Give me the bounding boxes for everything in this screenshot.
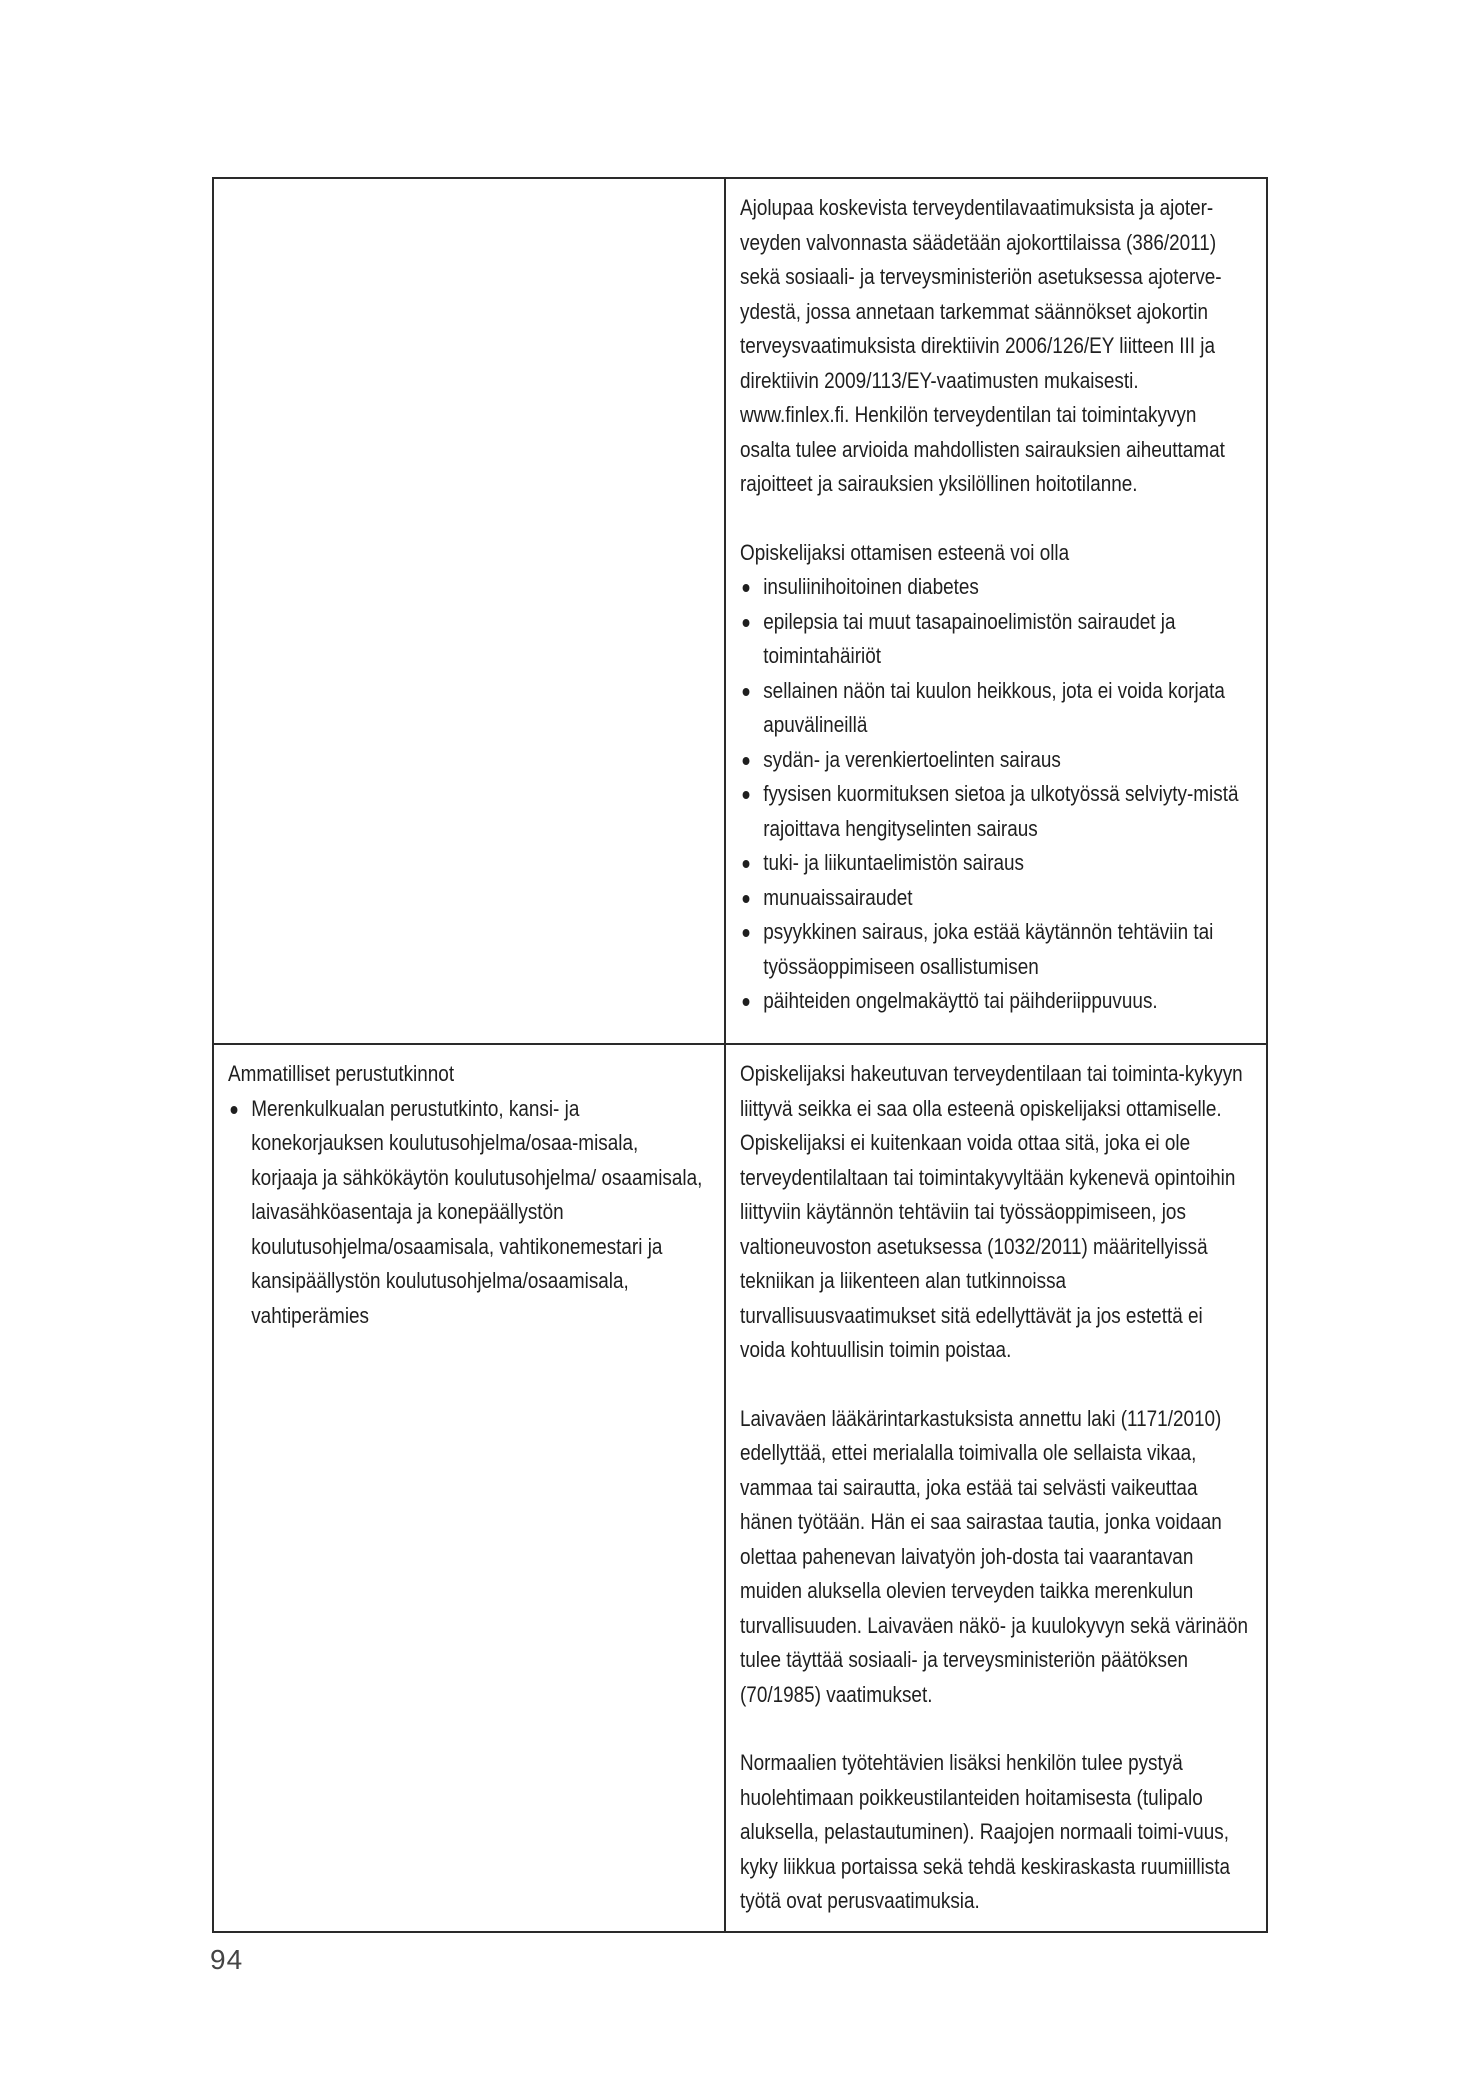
list-item: insuliinihoitoinen diabetes [740, 570, 1251, 605]
list-intro: Opiskelijaksi ottamisen esteenä voi olla [740, 539, 1070, 565]
table-row [213, 1044, 1267, 1932]
requirements-table [212, 177, 1268, 1933]
list-item: sellainen näön tai kuulon heikkous, jota ei voida korjata apuvälineillä [740, 674, 1251, 743]
list-item: epilepsia tai muut tasapainoelimistön sairaudet ja toimintahäiriöt [740, 605, 1251, 674]
list-item: tuki- ja liikuntaelimistön sairaus [740, 846, 1251, 881]
page-number: 94 [210, 1944, 244, 1975]
list-item: psyykkinen sairaus, joka estää käytännön tehtäviin tai työssäoppimiseen osallistumisen [740, 915, 1251, 984]
paragraph: Normaalien työtehtävien lisäksi henkilön tulee pystyä huolehtimaan poikkeustilanteiden hoitamisesta (tulipalo aluksella, pelastautuminen). Raajojen normaali toimi-vuus, kyky liikkua portaissa sekä tehdä keskiraskasta ruumiillista työtä ovat perusvaatimuksia. [740, 1750, 1231, 1913]
degree-title: Ammatilliset perustutkinnot [228, 1061, 455, 1086]
degree-cell [213, 1044, 725, 1932]
obstacle-list [740, 570, 1251, 1019]
degree-cell [213, 178, 725, 1044]
list-item: sydän- ja verenkiertoelinten sairaus [740, 743, 1251, 778]
paragraph: Laivaväen lääkärintarkastuksista annettu laki (1171/2010) edellyttää, ettei merialalla toimivalla ole sellaista vikaa, vammaa tai sairautta, joka estää tai selvästi vaikeuttaa hänen työtään. Hän ei saa sairastaa tautia, jonka voidaan olettaa pahenevan laivatyön joh-dosta tai vaarantavan muiden aluksella olevien terveyden taikka merenkulun turvallisuuden. Laivaväen näkö- ja kuulokyvyn sekä värinäön tulee täyttää sosiaali- ja terveysministeriön päätöksen (70/1985) vaatimukset. [740, 1405, 1248, 1707]
list-item: munuaissairaudet [740, 881, 1251, 916]
paragraph: Opiskelijaksi hakeutuvan terveydentilaan tai toiminta-kykyyn liittyvä seikka ei saa olla esteenä opiskelijaksi ottamiselle. Opiskelijaksi ei kuitenkaan voida ottaa sitä, joka ei ole terveydentilaltaan tai toimintakyvyltään kykenevä opintoihin liittyviin käytännön tehtäviin tai työssäoppimiseen, jos valtioneuvoston asetuksessa (1032/2011) määritellyissä tekniikan ja liikenteen alan tutkinnoissa turvallisuusvaatimukset sitä edellyttävät ja jos estettä ei voida kohtuullisin toimin poistaa. [740, 1061, 1243, 1362]
list-item: Merenkulkualan perustutkinto, kansi- ja konekorjauksen koulutusohjelma/osaa-misala, korjaaja ja sähkökäytön koulutusohjelma/ osaamisala, laivasähköasentaja ja konepäällystön koulutusohjelma/osaamisala, vahtikonemestari ja kansipäällystön koulutusohjelma/osaamisala, vahtiperämies [228, 1092, 709, 1334]
degree-list [228, 1092, 709, 1334]
requirements-cell [725, 178, 1267, 1044]
list-item: fyysisen kuormituksen sietoa ja ulkotyössä selviyty-mistä rajoittava hengityselinten sairaus [740, 777, 1251, 846]
requirements-cell [725, 1044, 1267, 1932]
paragraph: Ajolupaa koskevista terveydentilavaatimuksista ja ajoter-veyden valvonnasta säädetään ajokorttilaissa (386/2011) sekä sosiaali- ja terveysministeriön asetuksessa ajoterve-ydestä, jossa annetaan tarkemmat säännökset ajokortin terveysvaatimuksista direktiivin 2006/126/EY liitteen III ja direktiivin 2009/113/EY-vaatimusten mukaisesti. www.finlex.fi. Henkilön terveydentilan tai toimintakyvyn osalta tulee arvioida mahdollisten sairauksien aiheuttamat rajoitteet ja sairauksien yksilöllinen hoitotilanne. [740, 195, 1225, 496]
table-row [213, 178, 1267, 1044]
list-item: päihteiden ongelmakäyttö tai päihderiippuvuus. [740, 984, 1251, 1019]
